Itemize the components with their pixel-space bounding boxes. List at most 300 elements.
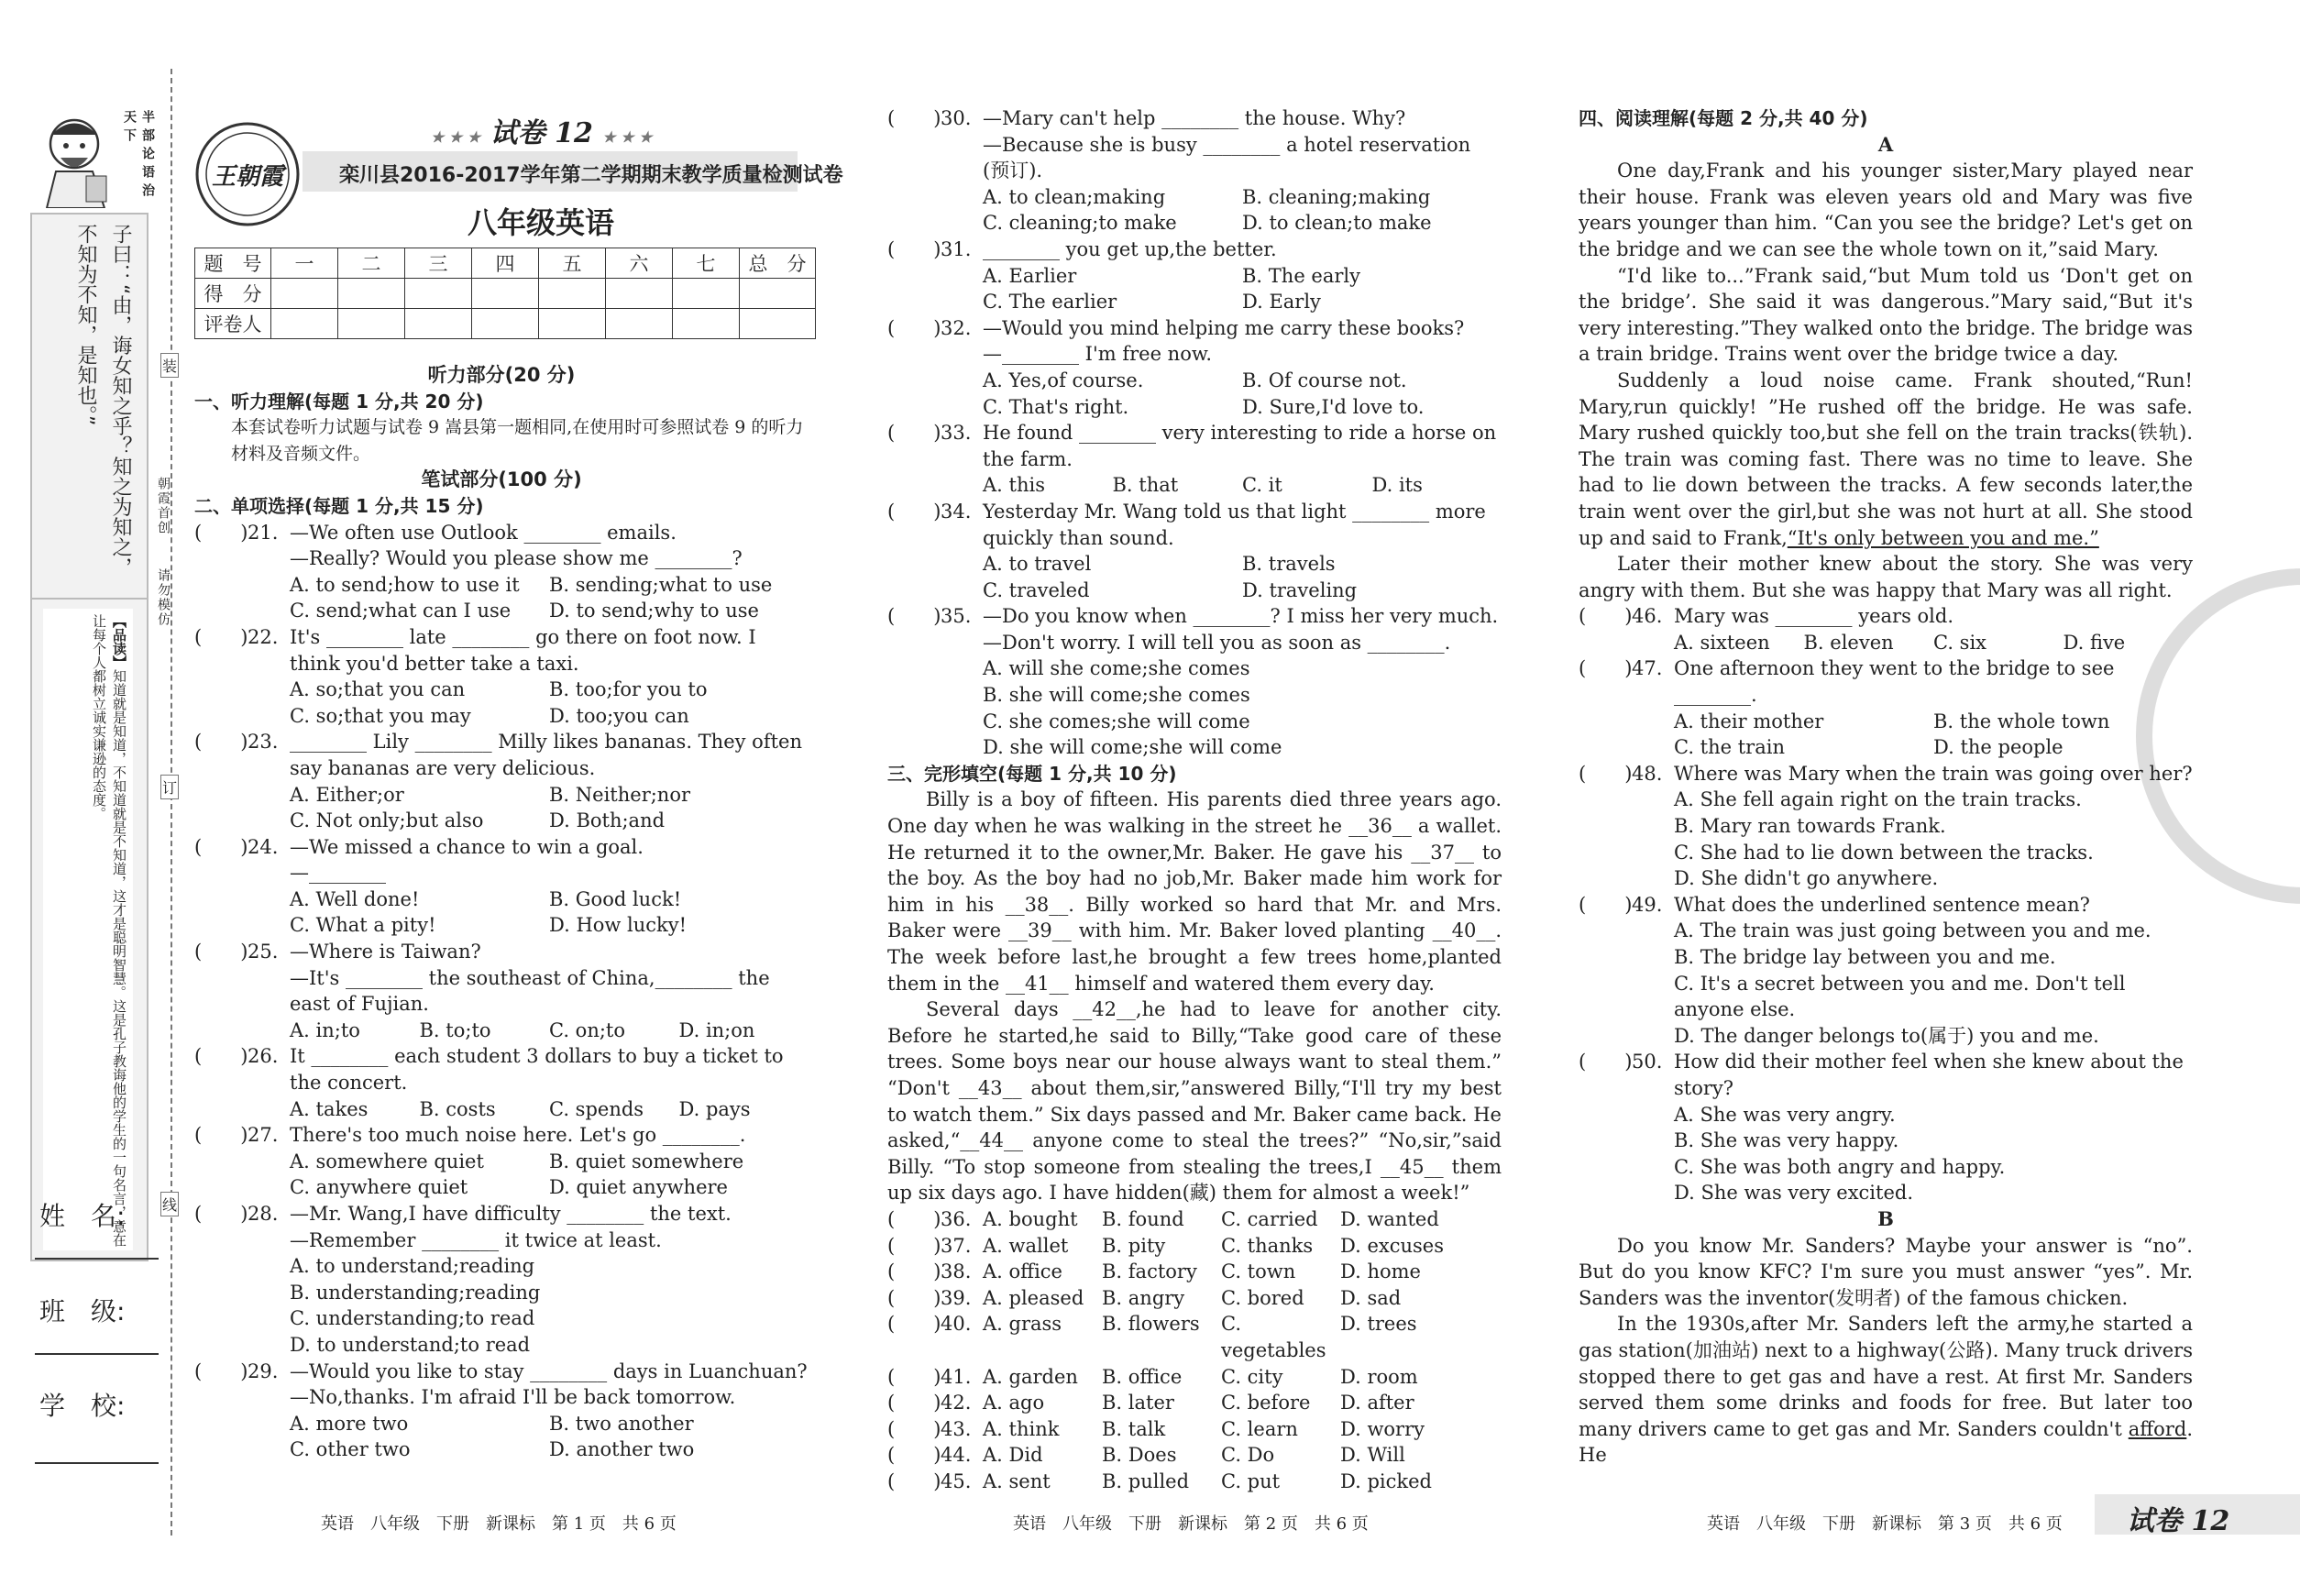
answer-paren[interactable]: ( ) [194, 1045, 248, 1068]
option[interactable]: A. Yes,of course. [983, 369, 1144, 391]
cut-mark-1: 装 [160, 353, 179, 378]
option[interactable]: D. too;you can [549, 704, 689, 727]
option[interactable]: B. understanding;reading [290, 1281, 541, 1304]
option-row [1579, 709, 2193, 735]
answer-paren[interactable]: ( ) [1579, 657, 1633, 680]
seal-side-1: 朝霞首创 [156, 477, 171, 535]
option[interactable]: D. She was very excited. [1674, 1182, 1914, 1205]
name-label: 姓 名: [39, 1201, 126, 1231]
question-text: It's ________ late ________ go there on foot now. I think you'd better take a taxi. [290, 625, 756, 675]
answer-paren[interactable]: ( ) [194, 1203, 248, 1225]
question-line [194, 965, 809, 1018]
option[interactable]: C. carried [1221, 1207, 1318, 1230]
question-number: 43. [941, 1417, 972, 1440]
question-text: —________ I'm free now. [983, 343, 1213, 366]
option[interactable]: A. somewhere quiet [290, 1150, 484, 1172]
option[interactable]: B. angry [1102, 1286, 1185, 1309]
score-cell[interactable] [338, 279, 405, 309]
column-1 [194, 362, 809, 1463]
class-field[interactable] [35, 1353, 159, 1355]
option[interactable]: A. so;that you can [290, 678, 466, 701]
score-header-row [195, 248, 816, 279]
option[interactable]: A. in;to [290, 1018, 360, 1041]
option[interactable]: D. excuses [1340, 1234, 1444, 1257]
spacer [887, 341, 941, 368]
option[interactable]: D. she will come;she will come [983, 736, 1282, 759]
question-number: 35. [941, 605, 972, 628]
section-2-title: 二、单项选择(每题 1 分,共 15 分) [194, 494, 484, 517]
question-line [194, 1201, 809, 1227]
question-number: 30. [941, 107, 972, 129]
question-line [194, 1122, 809, 1149]
question-number: 27. [248, 1124, 279, 1147]
question-text: —Mary can't help ________ the house. Why? [983, 107, 1406, 129]
question-text: One afternoon they went to the bridge to see ________. [1674, 657, 2115, 707]
question-number: 39. [941, 1286, 972, 1309]
option[interactable]: B. The early [1242, 264, 1360, 287]
question-number: 31. [941, 237, 972, 260]
option[interactable]: B. The bridge lay between you and me. [1674, 946, 2056, 968]
answer-paren[interactable]: ( ) [1579, 605, 1633, 628]
answer-paren[interactable]: ( ) [887, 1260, 941, 1283]
cloze-option-row [887, 1233, 1502, 1260]
answer-paren[interactable]: ( ) [887, 1392, 941, 1414]
grader-cell[interactable] [740, 309, 816, 339]
option[interactable]: D. five [2063, 631, 2126, 654]
question-text: Where was Mary when the train was going over her? [1674, 762, 2193, 785]
option[interactable]: C. It's a secret between you and me. Don't tell anyone else. [1674, 972, 2126, 1021]
option[interactable]: C. it [1242, 474, 1282, 497]
question-line [887, 603, 1502, 630]
passage-b-p2-text: In the 1930s,after Mr. Sanders left the army,he started a gas station(加油站) next to a highway(公路). Many truck drivers stopped there to get gas and have a rest. At first Mr. Sanders served them some drinks and foods for free. But later too many drivers came to get gas and Mr. Sanders couldn't [1579, 1313, 2193, 1440]
question-text: —Because she is busy ________ a hotel reservation (预订). [983, 133, 1471, 182]
answer-paren[interactable]: ( ) [194, 1124, 248, 1147]
grader-cell[interactable] [338, 309, 405, 339]
option[interactable]: C. She was both angry and happy. [1674, 1155, 2006, 1178]
option[interactable]: A. grass [983, 1313, 1062, 1336]
option[interactable]: A. The train was just going between you and me. [1674, 919, 2151, 942]
cloze-option-row [887, 1364, 1502, 1391]
question-item [887, 420, 1502, 499]
option[interactable]: C. send;what can I use [290, 600, 512, 622]
school-field[interactable] [35, 1462, 159, 1464]
option[interactable]: A. She fell again right on the train tracks. [1674, 788, 2082, 811]
option[interactable]: A. Well done! [290, 887, 420, 910]
option-row [887, 184, 1502, 211]
score-cell[interactable] [606, 279, 673, 309]
answer-paren[interactable]: ( ) [887, 316, 941, 339]
option[interactable]: B. later [1102, 1392, 1174, 1414]
option[interactable]: C. That's right. [983, 395, 1129, 418]
option[interactable]: A. Did [983, 1444, 1043, 1467]
option-row [194, 782, 809, 809]
question-item [887, 315, 1502, 420]
option[interactable]: D. quiet anywhere [549, 1176, 728, 1199]
option[interactable]: D. The danger belongs to(属于) you and me. [1674, 1024, 2099, 1047]
grader-cell[interactable] [405, 309, 472, 339]
option[interactable]: D. another two [549, 1438, 695, 1461]
question-text: Mary was ________ years old. [1674, 605, 1954, 628]
answer-paren[interactable]: ( ) [1579, 762, 1633, 785]
section-3-title: 三、完形填空(每题 1 分,共 10 分) [887, 762, 1177, 785]
answer-paren[interactable]: ( ) [887, 107, 941, 129]
option[interactable]: B. pity [1102, 1234, 1166, 1257]
option[interactable]: D. wanted [1340, 1207, 1439, 1230]
option[interactable]: A. Earlier [983, 264, 1077, 287]
question-item [1579, 892, 2193, 1050]
option[interactable]: A. sixteen [1674, 631, 1770, 654]
passage-b-p2-end: . He [1579, 1417, 2193, 1467]
question-number: 49. [1632, 893, 1663, 916]
option[interactable]: D. its [1371, 474, 1423, 497]
question-number [248, 965, 290, 1018]
option-row [194, 1436, 809, 1463]
option[interactable]: B. that [1112, 474, 1179, 497]
question-list [1579, 603, 2193, 1206]
option-row [194, 1018, 809, 1044]
class-label: 班 级: [39, 1296, 126, 1326]
question-line [887, 315, 1502, 342]
option[interactable]: C. on;to [549, 1018, 625, 1041]
option[interactable]: D. room [1340, 1365, 1418, 1388]
spacer [194, 860, 248, 886]
option-row [1579, 918, 2193, 944]
page-footer-2: 英语 八年级 下册 新课标 第 2 页 共 6 页 [1013, 1514, 1369, 1534]
option[interactable]: B. pulled [1102, 1469, 1190, 1492]
pin-inner [43, 609, 133, 1250]
option[interactable]: C. town [1221, 1260, 1296, 1283]
option-row [1579, 1128, 2193, 1154]
option[interactable]: D. to clean;to make [1242, 212, 1432, 235]
question-number: 26. [248, 1045, 279, 1068]
option-row [194, 1332, 809, 1359]
option[interactable]: A. think [983, 1417, 1060, 1440]
option[interactable]: A. pleased [983, 1286, 1084, 1309]
option[interactable]: A. garden [983, 1365, 1078, 1388]
question-item [194, 729, 809, 833]
option[interactable]: A. to understand;reading [290, 1255, 535, 1278]
score-col: 七 [673, 248, 740, 279]
exam-title: 栾川县2016-2017学年第二学期期末教学质量检测试卷 [339, 164, 843, 187]
question-text: What does the underlined sentence mean? [1674, 893, 2090, 916]
option[interactable]: B. sending;what to use [549, 573, 773, 596]
option[interactable]: D. trees [1340, 1313, 1417, 1336]
answer-paren[interactable]: ( ) [887, 1417, 941, 1440]
answer-paren[interactable]: ( ) [887, 1286, 941, 1309]
option[interactable]: D. sad [1340, 1286, 1402, 1309]
option[interactable]: A. Either;or [290, 783, 404, 806]
answer-paren[interactable]: ( ) [1579, 893, 1633, 916]
option[interactable]: A. this [983, 474, 1045, 497]
answer-paren[interactable]: ( ) [194, 521, 248, 544]
answer-paren[interactable]: ( ) [887, 1207, 941, 1230]
option[interactable]: B. travels [1242, 553, 1336, 576]
option[interactable]: A. bought [983, 1207, 1078, 1230]
option[interactable]: D. worry [1340, 1417, 1425, 1440]
question-text: ________ you get up,the better. [983, 237, 1277, 260]
question-number: 50. [1632, 1051, 1663, 1073]
option-row [1579, 865, 2193, 892]
answer-paren[interactable]: ( ) [194, 1359, 248, 1382]
option[interactable]: D. picked [1340, 1469, 1432, 1492]
option[interactable]: C. thanks [1221, 1234, 1314, 1257]
option[interactable]: B. costs [419, 1097, 496, 1120]
question-text: There's too much noise here. Let's go ________. [290, 1124, 746, 1147]
question-number: 28. [248, 1203, 279, 1225]
option[interactable]: B. the whole town [1933, 710, 2110, 732]
option[interactable]: A. their mother [1674, 710, 1824, 732]
option[interactable]: A. takes [290, 1097, 369, 1120]
option[interactable]: B. She was very happy. [1674, 1129, 1899, 1152]
option-row [887, 263, 1502, 290]
question-number: 24. [248, 835, 279, 858]
score-cell[interactable] [405, 279, 472, 309]
name-field[interactable] [35, 1258, 159, 1260]
confucius-illustration [33, 107, 120, 208]
option-row [887, 734, 1502, 761]
option-row [194, 808, 809, 834]
answer-paren[interactable]: ( ) [887, 1234, 941, 1257]
option[interactable]: B. Good luck! [549, 887, 682, 910]
score-cell[interactable] [472, 279, 539, 309]
question-line [194, 1043, 809, 1095]
school-label: 学 校: [39, 1391, 126, 1421]
option[interactable]: C. she comes;she will come [983, 710, 1250, 732]
question-line [194, 860, 809, 886]
score-cell[interactable] [740, 279, 816, 309]
page-footer-1: 英语 八年级 下册 新课标 第 1 页 共 6 页 [321, 1514, 677, 1534]
brand-logo [193, 119, 303, 229]
option-row [1579, 787, 2193, 813]
option[interactable]: D. Sure,I'd love to. [1242, 395, 1425, 418]
option[interactable]: D. to send;why to use [549, 600, 759, 622]
answer-paren[interactable]: ( ) [887, 1313, 941, 1336]
question-text: —Do you know when ________? I miss her very much. [983, 605, 1499, 628]
answer-paren[interactable]: ( ) [887, 422, 941, 445]
question-number: 42. [941, 1392, 972, 1414]
question-list [194, 520, 809, 1463]
option-row [1579, 734, 2193, 761]
question-number [248, 545, 290, 572]
cloze-option-row [887, 1285, 1502, 1312]
question-line [1579, 603, 2193, 630]
question-text: —Would you like to stay ________ days in Luanchuan? [290, 1359, 808, 1382]
option[interactable]: B. eleven [1803, 631, 1894, 654]
question-line [194, 939, 809, 965]
option[interactable]: D. pays [678, 1097, 751, 1120]
option[interactable]: D. She didn't go anywhere. [1674, 867, 1939, 890]
option[interactable]: B. Of course not. [1242, 369, 1407, 391]
option[interactable]: C. understanding;to read [290, 1307, 535, 1330]
option-row [1579, 1154, 2193, 1181]
option[interactable]: B. found [1102, 1207, 1184, 1230]
score-row-label: 得 分 [195, 279, 271, 309]
score-col: 五 [539, 248, 606, 279]
grader-cell[interactable] [472, 309, 539, 339]
option[interactable]: D. Will [1340, 1444, 1405, 1467]
answer-paren[interactable]: ( ) [194, 731, 248, 754]
option[interactable]: A. to clean;making [983, 185, 1166, 208]
question-number: 37. [941, 1234, 972, 1257]
question-item [887, 105, 1502, 237]
answer-paren[interactable]: ( ) [194, 835, 248, 858]
option[interactable]: C. What a pity! [290, 914, 436, 937]
answer-paren[interactable]: ( ) [887, 1444, 941, 1467]
question-text: It ________ each student 3 dollars to buy a ticket to the concert. [290, 1045, 784, 1095]
option[interactable]: C. other two [290, 1438, 411, 1461]
option[interactable]: B. Does [1102, 1444, 1177, 1467]
section-1-title: 一、听力理解(每题 1 分,共 20 分) [194, 390, 484, 413]
option[interactable]: B. talk [1102, 1417, 1166, 1440]
option[interactable]: C. vegetables [1221, 1313, 1326, 1361]
option[interactable]: C. the train [1674, 736, 1785, 759]
answer-paren[interactable]: ( ) [887, 605, 941, 628]
option[interactable]: A. wallet [983, 1234, 1069, 1257]
answer-paren[interactable]: ( ) [887, 237, 941, 260]
question-item [194, 1201, 809, 1359]
question-line [887, 630, 1502, 656]
option[interactable]: B. factory [1102, 1260, 1197, 1283]
option[interactable]: C. bored [1221, 1286, 1304, 1309]
question-line [887, 237, 1502, 263]
question-item [1579, 1049, 2193, 1206]
written-title: 笔试部分(100 分) [421, 468, 582, 491]
question-text: —We missed a chance to win a goal. [290, 835, 644, 858]
option[interactable]: A. sent [983, 1469, 1051, 1492]
question-number: 48. [1632, 762, 1663, 785]
option[interactable]: B. quiet somewhere [549, 1150, 744, 1172]
option[interactable]: A. office [983, 1260, 1062, 1283]
option[interactable]: D. traveling [1242, 578, 1358, 601]
question-line [887, 341, 1502, 368]
option[interactable]: D. Both;and [549, 809, 666, 832]
question-text: —Where is Taiwan? [290, 941, 481, 963]
question-number: 34. [941, 500, 972, 523]
answer-paren[interactable]: ( ) [887, 1365, 941, 1388]
binding-line [171, 69, 172, 1535]
option[interactable]: D. to understand;to read [290, 1333, 531, 1356]
option[interactable]: A. to travel [983, 553, 1092, 576]
option-row [887, 551, 1502, 578]
option-row [887, 368, 1502, 394]
paper-label: 试卷 12 [490, 117, 593, 149]
option[interactable]: C. Not only;but also [290, 809, 484, 832]
question-line [1579, 892, 2193, 919]
option[interactable]: D. the people [1933, 736, 2063, 759]
option[interactable]: C. learn [1221, 1417, 1298, 1440]
question-number: 41. [941, 1365, 972, 1388]
option-row [1579, 1023, 2193, 1050]
score-cell[interactable] [271, 279, 338, 309]
question-text: —Don't worry. I will tell you as soon as ________. [983, 631, 1451, 654]
option[interactable]: C. before [1221, 1392, 1311, 1414]
option[interactable]: C. She had to lie down between the tracks. [1674, 841, 2094, 864]
option-row [1579, 971, 2193, 1023]
question-text: —Remember ________ it twice at least. [290, 1228, 662, 1251]
option[interactable]: D. after [1340, 1392, 1414, 1414]
underlined-sentence: “It's only between you and me.” [1787, 526, 2099, 549]
option[interactable]: A. will she come;she comes [983, 657, 1250, 680]
option[interactable]: B. flowers [1102, 1313, 1200, 1336]
question-item [1579, 655, 2193, 760]
option[interactable]: B. to;to [419, 1018, 491, 1041]
score-col: 一 [271, 248, 338, 279]
option[interactable]: B. Neither;nor [549, 783, 691, 806]
option[interactable]: B. cleaning;making [1242, 185, 1431, 208]
grader-cell[interactable] [606, 309, 673, 339]
question-line [194, 729, 809, 781]
section-4-title: 四、阅读理解(每题 2 分,共 40 分) [1579, 107, 1868, 129]
question-number: 40. [941, 1313, 972, 1336]
option[interactable]: B. two another [549, 1412, 694, 1435]
option[interactable]: D. home [1340, 1260, 1421, 1283]
option[interactable]: B. she will come;she comes [983, 684, 1250, 707]
option[interactable]: A. ago [983, 1392, 1045, 1414]
option[interactable]: C. so;that you may [290, 704, 471, 727]
option[interactable]: B. office [1102, 1365, 1183, 1388]
score-cell[interactable] [673, 279, 740, 309]
option-row [194, 1174, 809, 1201]
option-row [194, 1305, 809, 1332]
option[interactable]: B. too;for you to [549, 678, 708, 701]
answer-paren[interactable]: ( ) [1579, 1051, 1633, 1073]
question-line [194, 624, 809, 677]
option[interactable]: C. Do [1221, 1444, 1275, 1467]
option[interactable]: A. more two [290, 1412, 409, 1435]
passage-a-p3-text: Suddenly a loud noise came. Frank shouted,“Run! Mary,run quickly! ”He rushed off the bridge. He was safe. Mary rushed quickly too,but she fell on the train tracks(铁轨). The train was coming fast. There was no time to leave. She had to lie down between the tracks. A few seconds later,the train went over the girl,but she was not hurt at all. She stood up and said to Frank, [1579, 369, 2193, 549]
option-row [194, 1149, 809, 1175]
option[interactable]: C. put [1221, 1469, 1281, 1492]
pin-text: 知道就是知道，不知道就是不知道，这才是聪明智慧。这是孔子教诲他的学生的一句名言，意在让每个人都树立诚实谦逊的态度。 [91, 614, 127, 1247]
answer-paren[interactable]: ( ) [194, 941, 248, 963]
answer-paren[interactable]: ( ) [887, 1469, 941, 1492]
score-row [195, 279, 816, 309]
question-line [1579, 761, 2193, 787]
passage-b-label: B [1877, 1206, 1894, 1230]
option[interactable]: C. city [1221, 1365, 1283, 1388]
score-cell[interactable] [539, 279, 606, 309]
grader-cell[interactable] [271, 309, 338, 339]
option[interactable]: C. anywhere quiet [290, 1176, 468, 1199]
option[interactable]: A. She was very angry. [1674, 1103, 1896, 1126]
option[interactable]: D. How lucky! [549, 914, 688, 937]
grader-cell[interactable] [539, 309, 606, 339]
question-number: 46. [1632, 605, 1663, 628]
option[interactable]: C. traveled [983, 578, 1090, 601]
option[interactable]: B. Mary ran towards Frank. [1674, 815, 1946, 838]
answer-paren[interactable]: ( ) [887, 500, 941, 523]
grader-cell[interactable] [673, 309, 740, 339]
star-deco-right: ★ ★ ★ [602, 128, 653, 146]
seal-side-2: 请勿模仿 [156, 568, 171, 627]
option[interactable]: C. six [1933, 631, 1987, 654]
option-row [194, 1096, 809, 1123]
option-row [1579, 1102, 2193, 1128]
question-line [194, 834, 809, 861]
option[interactable]: C. spends [549, 1097, 644, 1120]
option-row [887, 289, 1502, 315]
option[interactable]: C. cleaning;to make [983, 212, 1177, 235]
question-number [248, 860, 290, 886]
option-row [887, 210, 1502, 237]
option[interactable]: D. in;on [678, 1018, 755, 1041]
question-item [194, 939, 809, 1043]
option[interactable]: A. to send;how to use it [290, 573, 520, 596]
option[interactable]: D. Early [1242, 291, 1321, 314]
option[interactable]: C. The earlier [983, 291, 1117, 314]
answer-paren[interactable]: ( ) [194, 625, 248, 648]
corner-slogan: 半部论语治天下 [122, 110, 155, 202]
